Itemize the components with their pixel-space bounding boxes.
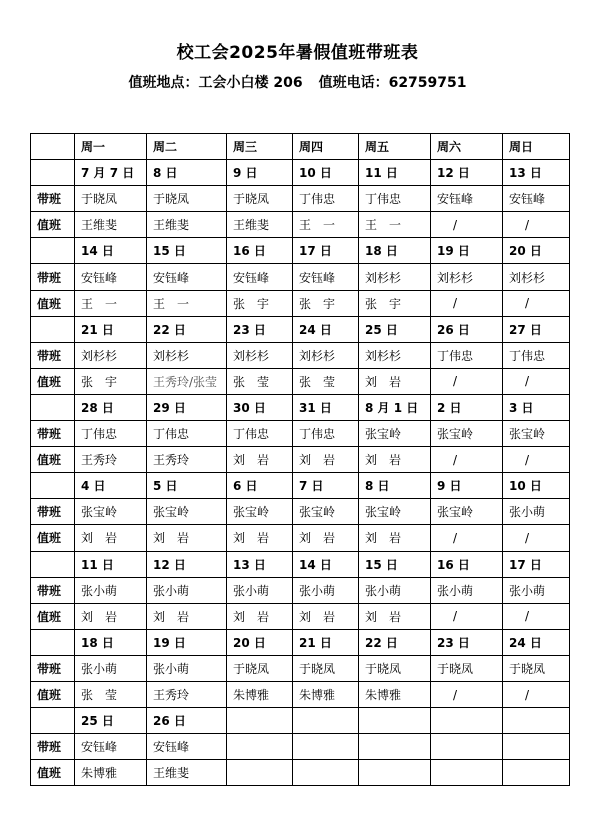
lead-cell: 安钰峰 — [75, 734, 147, 760]
date-row — [31, 708, 570, 734]
lead-cell: 刘杉杉 — [227, 342, 293, 368]
date-cell: 24 日 — [293, 316, 359, 342]
duty-location: 值班地点：工会小白楼 206 — [128, 75, 303, 91]
date-cell: 12 日 — [431, 160, 503, 186]
duty-cell: 王维斐 — [147, 760, 227, 786]
duty-cell: 王秀玲 — [147, 447, 227, 473]
date-cell: 26 日 — [147, 708, 227, 734]
duty-cell: 刘 岩 — [227, 525, 293, 551]
date-cell: 15 日 — [147, 238, 227, 264]
schedule-table — [30, 133, 570, 786]
duty-cell: 张 莹 — [75, 681, 147, 707]
date-cell: 11 日 — [75, 551, 147, 577]
weekday-header: 周日 — [503, 134, 570, 160]
duty-cell: 朱博雅 — [75, 760, 147, 786]
date-cell: 22 日 — [359, 629, 431, 655]
lead-cell: 张宝岭 — [359, 421, 431, 447]
duty-cell: 王 一 — [75, 290, 147, 316]
lead-cell: 丁伟忠 — [147, 421, 227, 447]
duty-label: 值班 — [31, 447, 75, 473]
date-cell — [503, 708, 570, 734]
lead-cell: 张小萌 — [359, 577, 431, 603]
lead-cell: 丁伟忠 — [75, 421, 147, 447]
date-row-label — [31, 316, 75, 342]
lead-cell: 安钰峰 — [147, 264, 227, 290]
duty-cell: 张 宇 — [293, 290, 359, 316]
duty-cell — [359, 760, 431, 786]
duty-info — [0, 72, 595, 92]
page-title: 校工会2025年暑假值班带班表 — [176, 43, 419, 63]
lead-label: 带班 — [31, 264, 75, 290]
weekday-header-row — [31, 134, 570, 160]
weekday-header: 周四 — [293, 134, 359, 160]
duty-cell: 张 莹 — [293, 368, 359, 394]
duty-cell: 张 宇 — [227, 290, 293, 316]
lead-cell: 张小萌 — [503, 499, 570, 525]
lead-cell — [227, 734, 293, 760]
duty-cell: 刘 岩 — [359, 525, 431, 551]
date-cell — [293, 708, 359, 734]
date-row-label — [31, 473, 75, 499]
lead-label: 带班 — [31, 734, 75, 760]
duty-cell: / — [503, 447, 570, 473]
duty-cell: 王秀玲 — [147, 681, 227, 707]
date-cell: 4 日 — [75, 473, 147, 499]
weekday-header: 周一 — [75, 134, 147, 160]
lead-cell: 于晓凤 — [147, 186, 227, 212]
date-cell: 24 日 — [503, 629, 570, 655]
weekday-header: 周二 — [147, 134, 227, 160]
duty-cell: / — [431, 212, 503, 238]
date-cell: 13 日 — [227, 551, 293, 577]
date-cell: 9 日 — [431, 473, 503, 499]
lead-cell: 刘杉杉 — [147, 342, 227, 368]
weekday-header: 周三 — [227, 134, 293, 160]
lead-label: 带班 — [31, 421, 75, 447]
lead-cell: 于晓凤 — [75, 186, 147, 212]
date-cell: 21 日 — [293, 629, 359, 655]
date-cell: 25 日 — [359, 316, 431, 342]
date-cell: 18 日 — [359, 238, 431, 264]
date-cell: 31 日 — [293, 394, 359, 420]
date-row — [31, 473, 570, 499]
date-cell: 7 月 7 日 — [75, 160, 147, 186]
duty-cell — [431, 760, 503, 786]
lead-cell: 张小萌 — [147, 577, 227, 603]
date-row — [31, 551, 570, 577]
duty-cell: / — [431, 368, 503, 394]
date-row — [31, 629, 570, 655]
lead-cell: 安钰峰 — [293, 264, 359, 290]
lead-cell — [503, 734, 570, 760]
date-cell: 8 日 — [147, 160, 227, 186]
date-row-label — [31, 160, 75, 186]
date-row-label — [31, 394, 75, 420]
date-cell: 11 日 — [359, 160, 431, 186]
duty-label: 值班 — [31, 760, 75, 786]
date-cell — [227, 708, 293, 734]
duty-cell: 张 宇 — [359, 290, 431, 316]
duty-cell: / — [503, 681, 570, 707]
duty-cell: 王 一 — [147, 290, 227, 316]
lead-label: 带班 — [31, 499, 75, 525]
lead-cell: 丁伟忠 — [293, 186, 359, 212]
date-cell: 23 日 — [227, 316, 293, 342]
lead-cell: 于晓凤 — [227, 186, 293, 212]
lead-cell: 刘杉杉 — [359, 342, 431, 368]
duty-label: 值班 — [31, 368, 75, 394]
duty-row — [31, 760, 570, 786]
duty-cell: / — [431, 681, 503, 707]
lead-cell: 安钰峰 — [227, 264, 293, 290]
duty-cell: 朱博雅 — [227, 681, 293, 707]
date-row — [31, 160, 570, 186]
duty-cell: 刘 岩 — [359, 447, 431, 473]
lead-cell: 张小萌 — [147, 655, 227, 681]
date-cell: 14 日 — [75, 238, 147, 264]
duty-cell: 王维斐 — [75, 212, 147, 238]
lead-cell: 安钰峰 — [431, 186, 503, 212]
date-cell: 10 日 — [293, 160, 359, 186]
date-cell — [431, 708, 503, 734]
lead-cell: 刘杉杉 — [75, 342, 147, 368]
lead-cell: 张小萌 — [293, 577, 359, 603]
date-cell: 16 日 — [431, 551, 503, 577]
duty-cell: 刘 岩 — [75, 525, 147, 551]
lead-cell: 张小萌 — [431, 577, 503, 603]
lead-cell: 张宝岭 — [431, 421, 503, 447]
lead-row — [31, 421, 570, 447]
lead-row — [31, 655, 570, 681]
duty-cell: 刘 岩 — [293, 447, 359, 473]
lead-cell: 丁伟忠 — [359, 186, 431, 212]
date-cell: 8 日 — [359, 473, 431, 499]
duty-cell: 王维斐 — [227, 212, 293, 238]
date-cell: 13 日 — [503, 160, 570, 186]
date-row — [31, 238, 570, 264]
date-row-label — [31, 708, 75, 734]
duty-row — [31, 212, 570, 238]
duty-cell: 刘 岩 — [147, 603, 227, 629]
duty-row — [31, 603, 570, 629]
duty-cell — [293, 760, 359, 786]
duty-row — [31, 525, 570, 551]
lead-cell: 张宝岭 — [431, 499, 503, 525]
duty-cell: / — [503, 603, 570, 629]
duty-cell: / — [431, 447, 503, 473]
lead-cell: 于晓凤 — [503, 655, 570, 681]
duty-label: 值班 — [31, 525, 75, 551]
date-cell: 19 日 — [147, 629, 227, 655]
lead-row — [31, 734, 570, 760]
date-cell: 23 日 — [431, 629, 503, 655]
date-cell: 19 日 — [431, 238, 503, 264]
date-cell: 20 日 — [503, 238, 570, 264]
duty-row — [31, 447, 570, 473]
lead-cell: 张宝岭 — [293, 499, 359, 525]
duty-label: 值班 — [31, 603, 75, 629]
lead-cell — [431, 734, 503, 760]
lead-cell: 于晓凤 — [431, 655, 503, 681]
corner-cell — [31, 134, 75, 160]
duty-row — [31, 681, 570, 707]
duty-cell: 刘 岩 — [227, 603, 293, 629]
lead-label: 带班 — [31, 186, 75, 212]
lead-row — [31, 577, 570, 603]
duty-row — [31, 368, 570, 394]
lead-cell: 于晓凤 — [227, 655, 293, 681]
duty-cell — [503, 760, 570, 786]
duty-label: 值班 — [31, 290, 75, 316]
date-cell: 17 日 — [503, 551, 570, 577]
lead-cell — [359, 734, 431, 760]
lead-cell: 丁伟忠 — [503, 342, 570, 368]
duty-label: 值班 — [31, 681, 75, 707]
lead-cell: 张小萌 — [75, 577, 147, 603]
lead-cell: 丁伟忠 — [227, 421, 293, 447]
date-cell: 30 日 — [227, 394, 293, 420]
duty-phone: 值班电话：62759751 — [318, 75, 467, 91]
duty-cell: 朱博雅 — [293, 681, 359, 707]
weekday-header: 周五 — [359, 134, 431, 160]
lead-cell: 张宝岭 — [75, 499, 147, 525]
duty-cell: / — [431, 290, 503, 316]
lead-cell: 安钰峰 — [75, 264, 147, 290]
duty-cell: / — [503, 290, 570, 316]
date-cell: 18 日 — [75, 629, 147, 655]
lead-cell: 张宝岭 — [359, 499, 431, 525]
lead-cell: 于晓凤 — [359, 655, 431, 681]
lead-row — [31, 264, 570, 290]
date-row-label — [31, 629, 75, 655]
duty-label: 值班 — [31, 212, 75, 238]
date-cell: 26 日 — [431, 316, 503, 342]
lead-cell: 张宝岭 — [503, 421, 570, 447]
date-cell: 27 日 — [503, 316, 570, 342]
date-cell: 8 月 1 日 — [359, 394, 431, 420]
lead-cell: 丁伟忠 — [431, 342, 503, 368]
duty-cell: 王维斐 — [147, 212, 227, 238]
duty-cell: 刘 岩 — [359, 603, 431, 629]
duty-cell — [227, 760, 293, 786]
duty-cell: / — [431, 603, 503, 629]
duty-cell: 刘 岩 — [359, 368, 431, 394]
date-cell: 20 日 — [227, 629, 293, 655]
date-cell — [359, 708, 431, 734]
lead-label: 带班 — [31, 577, 75, 603]
duty-cell: 王秀玲 — [75, 447, 147, 473]
duty-cell: 朱博雅 — [359, 681, 431, 707]
duty-cell: 刘 岩 — [75, 603, 147, 629]
date-cell: 2 日 — [431, 394, 503, 420]
date-cell: 21 日 — [75, 316, 147, 342]
lead-cell: 张小萌 — [75, 655, 147, 681]
lead-cell: 刘杉杉 — [359, 264, 431, 290]
duty-cell: / — [503, 368, 570, 394]
date-cell: 16 日 — [227, 238, 293, 264]
date-cell: 3 日 — [503, 394, 570, 420]
lead-cell: 张小萌 — [503, 577, 570, 603]
lead-row — [31, 186, 570, 212]
lead-cell: 安钰峰 — [147, 734, 227, 760]
duty-cell: 王 一 — [293, 212, 359, 238]
duty-cell: 刘 岩 — [293, 525, 359, 551]
duty-cell: / — [503, 212, 570, 238]
duty-cell: 王 一 — [359, 212, 431, 238]
duty-cell: 刘 岩 — [147, 525, 227, 551]
lead-cell: 丁伟忠 — [293, 421, 359, 447]
lead-label: 带班 — [31, 655, 75, 681]
date-row — [31, 394, 570, 420]
duty-cell: 张 莹 — [227, 368, 293, 394]
date-cell: 29 日 — [147, 394, 227, 420]
date-cell: 25 日 — [75, 708, 147, 734]
lead-row — [31, 499, 570, 525]
lead-cell: 张宝岭 — [227, 499, 293, 525]
duty-cell: 王秀玲/张莹 — [147, 368, 227, 394]
lead-cell — [293, 734, 359, 760]
date-cell: 12 日 — [147, 551, 227, 577]
lead-cell: 张宝岭 — [147, 499, 227, 525]
lead-label: 带班 — [31, 342, 75, 368]
lead-cell: 于晓凤 — [293, 655, 359, 681]
lead-cell: 刘杉杉 — [431, 264, 503, 290]
date-row — [31, 316, 570, 342]
weekday-header: 周六 — [431, 134, 503, 160]
date-cell: 7 日 — [293, 473, 359, 499]
date-cell: 6 日 — [227, 473, 293, 499]
duty-cell: 刘 岩 — [293, 603, 359, 629]
lead-cell: 张小萌 — [227, 577, 293, 603]
lead-cell: 刘杉杉 — [293, 342, 359, 368]
date-cell: 14 日 — [293, 551, 359, 577]
lead-cell: 安钰峰 — [503, 186, 570, 212]
duty-cell: / — [431, 525, 503, 551]
duty-cell: / — [503, 525, 570, 551]
duty-row — [31, 290, 570, 316]
lead-row — [31, 342, 570, 368]
lead-cell: 刘杉杉 — [503, 264, 570, 290]
duty-cell: 刘 岩 — [227, 447, 293, 473]
date-cell: 28 日 — [75, 394, 147, 420]
duty-cell: 张 宇 — [75, 368, 147, 394]
date-cell: 9 日 — [227, 160, 293, 186]
date-row-label — [31, 551, 75, 577]
date-cell: 10 日 — [503, 473, 570, 499]
date-cell: 17 日 — [293, 238, 359, 264]
date-cell: 5 日 — [147, 473, 227, 499]
date-cell: 15 日 — [359, 551, 431, 577]
date-row-label — [31, 238, 75, 264]
date-cell: 22 日 — [147, 316, 227, 342]
